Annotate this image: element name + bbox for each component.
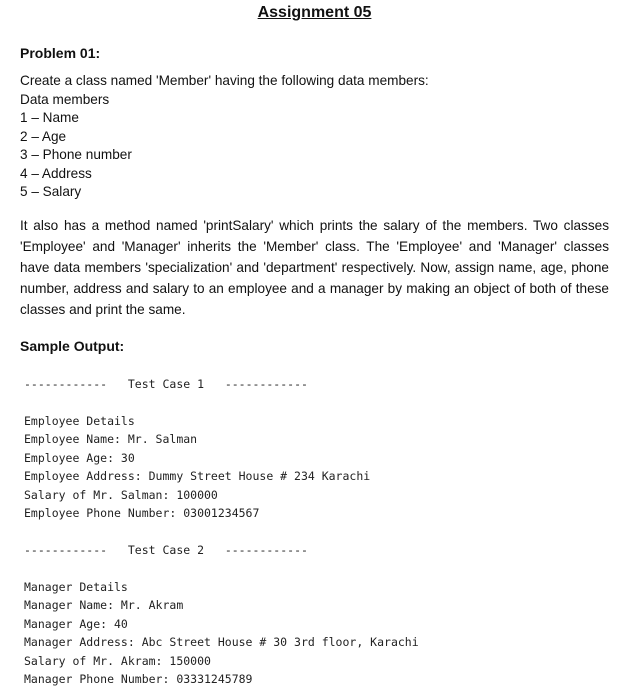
- output-line: Manager Name: Mr. Akram: [24, 598, 184, 613]
- test-case-1-header: [24, 377, 308, 391]
- output-line: Employee Details: [24, 414, 135, 428]
- test-case-1-output: [24, 412, 370, 522]
- intro-line: 4 – Address: [20, 165, 92, 181]
- dash-rule: ------------: [24, 543, 108, 557]
- output-line: Employee Name: Mr. Salman: [24, 432, 198, 447]
- problem-heading: Problem 01:: [20, 45, 101, 61]
- dash-rule: ------------: [224, 543, 308, 557]
- intro-line: 1 – Name: [20, 110, 79, 125]
- test-case-2-label: Test Case 2: [127, 543, 205, 557]
- output-line: Manager Phone Number: 03331245789: [24, 672, 253, 687]
- output-line: Manager Address: Abc Street House # 30 3rd floor, Karachi: [24, 635, 419, 650]
- dash-rule: ------------: [24, 377, 108, 391]
- output-line: Salary of Mr. Akram: 150000: [24, 653, 211, 668]
- output-line: Manager Age: 40: [24, 616, 128, 631]
- sample-output-heading: Sample Output:: [20, 338, 125, 354]
- test-case-2-header: [24, 543, 308, 557]
- problem-intro: [20, 72, 429, 202]
- intro-line: 5 – Salary: [20, 184, 82, 199]
- output-line: Salary of Mr. Salman: 100000: [24, 487, 218, 502]
- dash-rule: ------------: [224, 377, 308, 391]
- output-line: Employee Age: 30: [24, 450, 135, 465]
- intro-line: Create a class named 'Member' having the following data members:: [20, 73, 429, 88]
- test-case-2-output: [24, 578, 419, 688]
- output-line: Manager Details: [24, 580, 128, 594]
- intro-line: 2 – Age: [20, 128, 67, 144]
- page-title: Assignment 05: [257, 4, 372, 21]
- problem-description: It also has a method named 'printSalary' which prints the salary of the members. Two classes 'Employee' and 'Manager' inherits the 'Member' class. The 'Employee' and 'Manager' classes have data members 'specialization' and 'department' respectively. Now, assign name, age, phone number, address and salary to an employee and a manager by making an object of both of these classes and print the same.: [20, 218, 609, 317]
- intro-line: Data members: [20, 91, 110, 107]
- output-line: Employee Address: Dummy Street House # 234 Karachi: [24, 469, 371, 484]
- intro-line: 3 – Phone number: [20, 147, 132, 162]
- output-line: Employee Phone Number: 03001234567: [24, 506, 260, 521]
- test-case-1-label: Test Case 1: [127, 377, 205, 391]
